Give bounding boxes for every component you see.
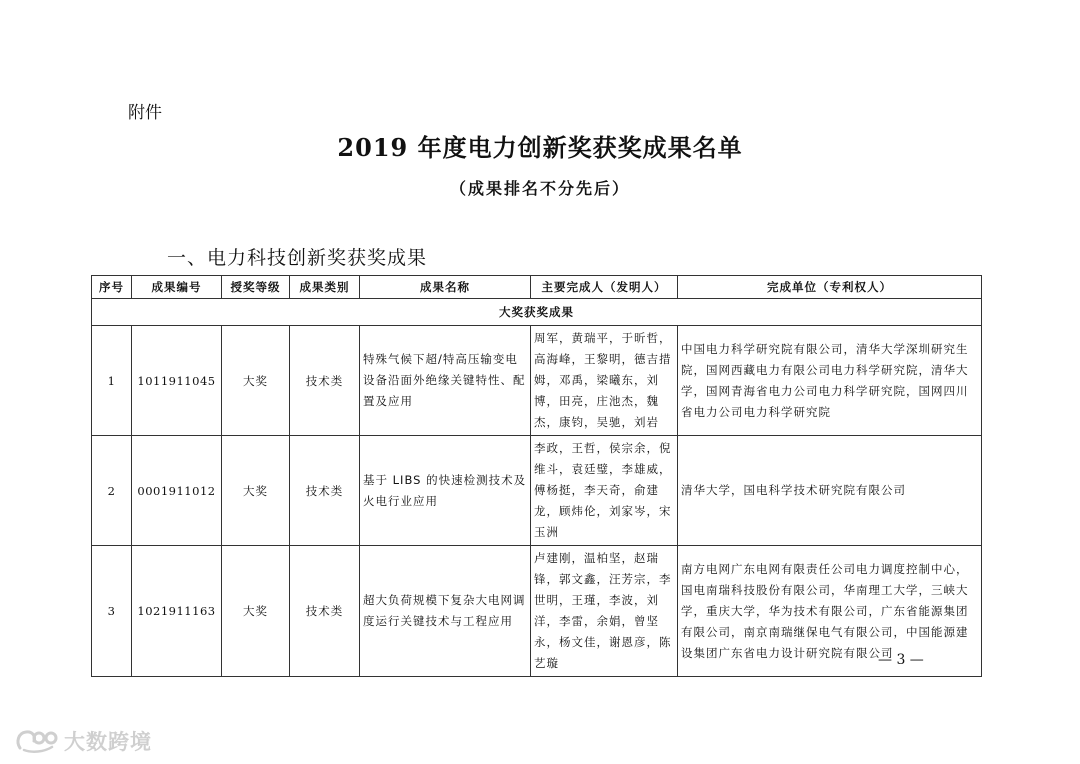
cell-code: 1011911045 <box>132 326 222 436</box>
header-units: 完成单位（专利权人） <box>678 276 982 299</box>
header-people: 主要完成人（发明人） <box>531 276 678 299</box>
header-index: 序号 <box>92 276 132 299</box>
header-level: 授奖等级 <box>222 276 290 299</box>
group-label: 大奖获奖成果 <box>92 299 982 326</box>
cell-index: 3 <box>92 546 132 677</box>
cell-level: 大奖 <box>222 436 290 546</box>
header-code: 成果编号 <box>132 276 222 299</box>
cell-people: 李政，王哲，侯宗余，倪维斗，袁廷璧，李雄威，傅杨挺，李天奇，俞建龙，顾炜伦，刘家岑，宋玉洲 <box>531 436 678 546</box>
cell-index: 2 <box>92 436 132 546</box>
cell-name: 超大负荷规模下复杂大电网调度运行关键技术与工程应用 <box>360 546 531 677</box>
cell-code: 1021911163 <box>132 546 222 677</box>
watermark-text: 大数跨境 <box>64 730 152 754</box>
table-row <box>92 436 982 546</box>
cell-units: 南方电网广东电网有限责任公司电力调度控制中心，国电南瑞科技股份有限公司，华南理工大学，三峡大学，重庆大学，华为技术有限公司，广东省能源集团有限公司，南京南瑞继保电气有限公司，中国能源建设集团广东省电力设计研究院有限公司 <box>678 546 982 677</box>
header-category: 成果类别 <box>290 276 360 299</box>
table-row <box>92 326 982 436</box>
section-heading: 一、电力科技创新奖获奖成果 <box>167 247 428 269</box>
cell-code: 0001911012 <box>132 436 222 546</box>
attachment-label: 附件 <box>128 103 162 123</box>
header-name: 成果名称 <box>360 276 531 299</box>
cell-people: 卢建刚，温柏坚，赵瑞锋，郭文鑫，汪芳宗，李世明，王瑾，李波，刘洋，李雷，余娟，曾坚永，杨文佳，谢恩彦，陈艺璇 <box>531 546 678 677</box>
awards-table <box>91 275 982 677</box>
group-row <box>92 299 982 326</box>
watermark <box>14 726 152 756</box>
table-row <box>92 546 982 677</box>
cell-people: 周军，黄瑞平，于昕哲，高海峰，王黎明，德吉措姆，邓禹，梁曦东，刘博，田亮，庄池杰，魏杰，康钧，吴驰，刘岩 <box>531 326 678 436</box>
page-number: — 3 — <box>878 652 924 668</box>
cell-category: 技术类 <box>290 326 360 436</box>
cell-units: 清华大学，国电科学技术研究院有限公司 <box>678 436 982 546</box>
cell-units: 中国电力科学研究院有限公司，清华大学深圳研究生院，国网西藏电力有限公司电力科学研究院，清华大学，国网青海省电力公司电力科学研究院，国网四川省电力公司电力科学研究院 <box>678 326 982 436</box>
cell-index: 1 <box>92 326 132 436</box>
watermark-logo-icon <box>14 728 60 754</box>
cell-category: 技术类 <box>290 436 360 546</box>
cell-category: 技术类 <box>290 546 360 677</box>
page-title: 2019 年度电力创新奖获奖成果名单 <box>337 133 743 162</box>
cell-name: 基于 LIBS 的快速检测技术及火电行业应用 <box>360 436 531 546</box>
cell-level: 大奖 <box>222 546 290 677</box>
page-subtitle: （成果排名不分先后） <box>449 179 630 198</box>
table-header-row <box>92 276 982 299</box>
cell-name: 特殊气候下超/特高压输变电设备沿面外绝缘关键特性、配置及应用 <box>360 326 531 436</box>
cell-level: 大奖 <box>222 326 290 436</box>
